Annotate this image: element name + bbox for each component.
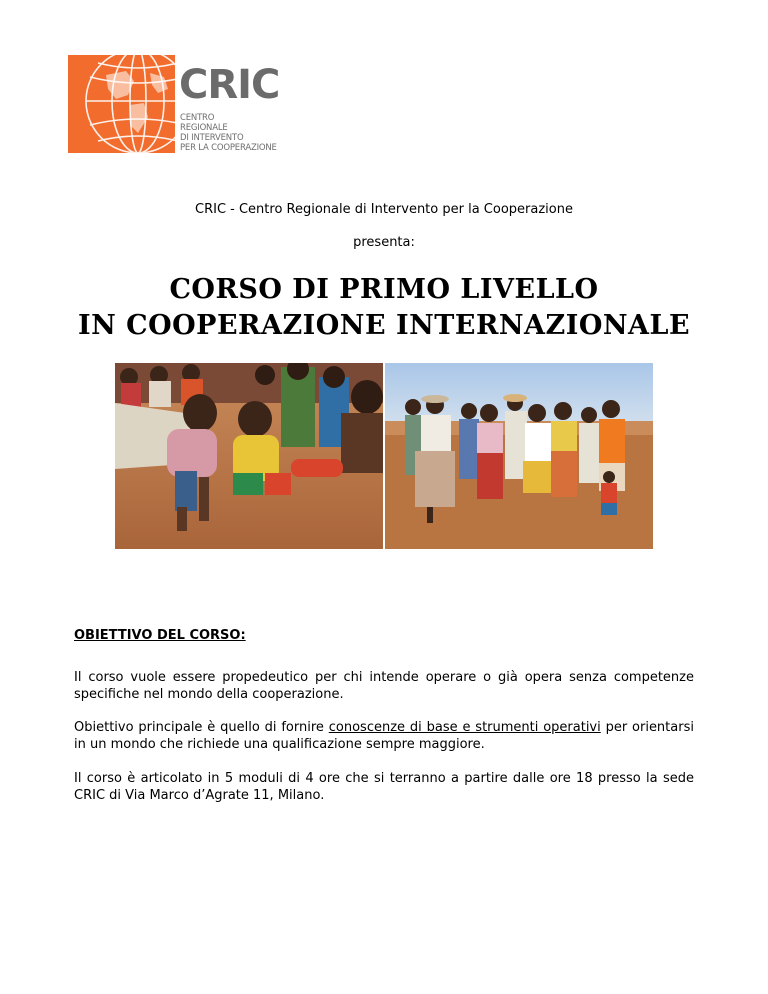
objective-paragraph-2: [74, 719, 694, 753]
logo-subtitle-line: PER LA COOPERAZIONE: [180, 143, 277, 153]
organization-line: CRIC - Centro Regionale di Intervento per la Cooperazione: [195, 202, 573, 217]
photo-women-group: [385, 363, 653, 549]
logo-subtitle-line: CENTRO: [180, 113, 215, 123]
logo-wordmark: CRIC: [179, 62, 280, 108]
paragraph-2-text: Obiettivo principale è quello di fornire: [74, 720, 329, 735]
presenta-line: presenta:: [353, 235, 415, 250]
logo-subtitle-line: REGIONALE: [180, 123, 228, 133]
course-title: [0, 272, 768, 344]
course-title-line-2: IN COOPERAZIONE INTERNAZIONALE: [77, 310, 691, 341]
photo-children: [115, 363, 383, 549]
logo-subtitle-line: DI INTERVENTO: [180, 133, 244, 143]
globe-logo-icon: [68, 55, 175, 153]
objective-paragraph-1: Il corso vuole essere propedeutico per chi intende operare o già opera senza competenze specifiche nel mondo della cooperazione.: [74, 670, 694, 702]
paragraph-2-text: per orientarsi in un mondo che richiede una qualificazione sempre maggiore.: [74, 720, 694, 752]
logo-subtitle: [180, 113, 320, 153]
cric-logo: [68, 55, 308, 155]
course-title-line-1: CORSO DI PRIMO LIVELLO: [169, 274, 599, 305]
objective-heading: OBIETTIVO DEL CORSO:: [74, 628, 246, 643]
underlined-phrase: conoscenze di base e strumenti operativi: [328, 720, 601, 735]
objective-paragraph-3: Il corso è articolato in 5 moduli di 4 ore che si terranno a partire dalle ore 18 presso la sede CRIC di Via Marco d’Agrate 11, Milano.: [74, 771, 694, 803]
